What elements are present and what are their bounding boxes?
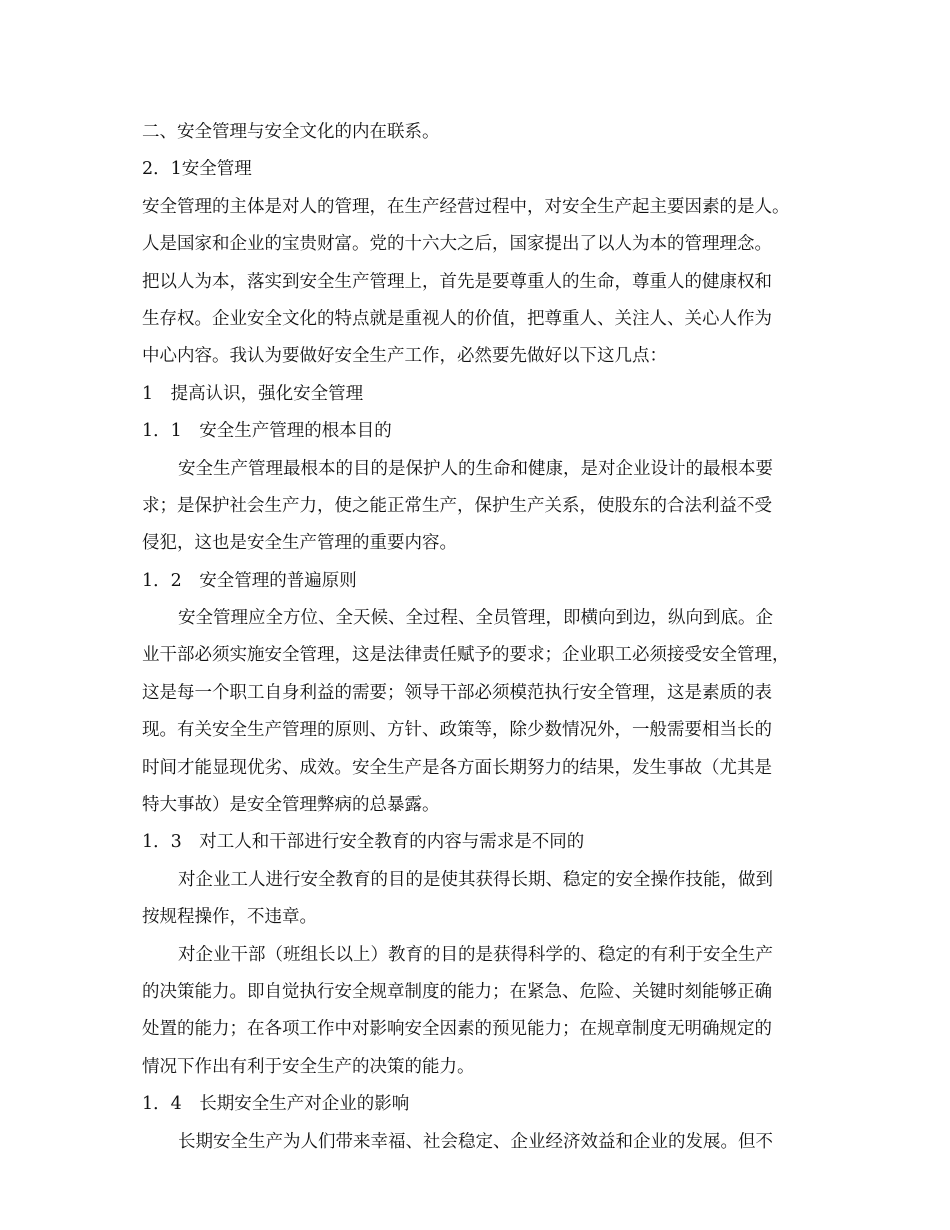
paragraph-line: 人是国家和企业的宝贵财富。党的十六大之后，国家提出了以人为本的管理理念。 (142, 234, 772, 255)
paragraph-line: 对企业工人进行安全教育的目的是使其获得长期、稳定的安全操作技能，做到 (178, 869, 773, 890)
document-body (142, 114, 822, 1161)
paragraph-line: 安全管理的主体是对人的管理，在生产经营过程中，对安全生产起主要因素的是人。 (142, 196, 790, 217)
paragraph-line: 时间才能显现优劣、成效。安全生产是各方面长期努力的结果，发生事故（尤其是 (142, 757, 772, 778)
section-heading: 1 提高认识，强化安全管理 (142, 383, 364, 404)
paragraph-line: 对企业干部（班组长以上）教育的目的是获得科学的、稳定的有利于安全生产 (178, 944, 773, 965)
paragraph-line: 安全生产管理最根本的目的是保护人的生命和健康，是对企业设计的最根本要 (178, 458, 773, 479)
paragraph-line: 把以人为本，落实到安全生产管理上，首先是要尊重人的生命，尊重人的健康权和 (142, 271, 772, 292)
paragraph-line: 按规程操作，不违章。 (142, 907, 317, 928)
subsection-heading: 1．3 对工人和干部进行安全教育的内容与需求是不同的 (142, 832, 585, 853)
paragraph-line: 求；是保护社会生产力，使之能正常生产，保护生产关系，使股东的合法利益不受 (142, 495, 772, 516)
paragraph-line: 安全管理应全方位、全天候、全过程、全员管理，即横向到边，纵向到底。企 (178, 608, 773, 629)
paragraph-line: 业干部必须实施安全管理，这是法律责任赋予的要求；企业职工必须接受安全管理， (142, 645, 790, 666)
subsection-heading: 1．2 安全管理的普遍原则 (142, 570, 357, 591)
paragraph-line: 侵犯，这也是安全生产管理的重要内容。 (142, 533, 457, 554)
paragraph-line: 特大事故）是安全管理弊病的总暴露。 (142, 795, 440, 816)
paragraph-line: 这是每一个职工自身利益的需要；领导干部必须模范执行安全管理，这是素质的表 (142, 682, 772, 703)
section-heading: 二、安全管理与安全文化的内在联系。 (142, 122, 440, 142)
paragraph-line: 长期安全生产为人们带来幸福、社会稳定、企业经济效益和企业的发展。但不 (178, 1131, 773, 1152)
subsection-heading: 1．4 长期安全生产对企业的影响 (142, 1094, 410, 1115)
paragraph-line: 情况下作出有利于安全生产的决策的能力。 (142, 1056, 475, 1077)
paragraph-line: 处置的能力；在各项工作中对影响安全因素的预见能力；在规章制度无明确规定的 (142, 1019, 772, 1040)
subsection-heading: 1．1 安全生产管理的根本目的 (142, 421, 392, 442)
subsection-heading: 2．1安全管理 (142, 159, 252, 180)
paragraph-line: 生存权。企业安全文化的特点就是重视人的价值，把尊重人、关注人、关心人作为 (142, 308, 772, 329)
paragraph-line: 现。有关安全生产管理的原则、方针、政策等，除少数情况外，一般需要相当长的 (142, 720, 772, 741)
paragraph-line: 的决策能力。即自觉执行安全规章制度的能力；在紧急、危险、关键时刻能够正确 (142, 981, 772, 1002)
paragraph-line: 中心内容。我认为要做好安全生产工作，必然要先做好以下这几点： (142, 346, 667, 367)
